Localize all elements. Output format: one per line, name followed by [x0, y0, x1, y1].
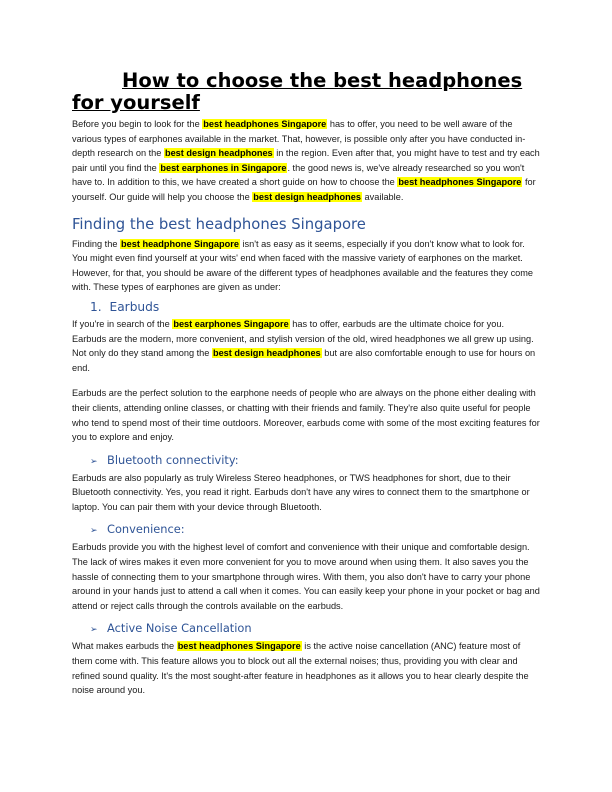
highlighted-keyword: best headphones Singapore	[203, 119, 327, 129]
earbuds-paragraph-2	[72, 386, 540, 444]
text-run: for yourself. Our guide will help you choose the	[72, 177, 536, 202]
text-run: If you're in search of the	[72, 318, 173, 329]
text-run: Earbuds are also popularly as truly Wireless Stereo headphones, or TWS headphones for short, due to their Bluetooth connectivity. Yes, you read it right. Earbuds don't have any wires to connect them to the smartphone or laptop. You can pair them with your device through Bluetooth.	[72, 472, 530, 512]
highlighted-keyword: best design headphones	[253, 191, 361, 202]
document-content	[72, 70, 540, 698]
arrow-bullet-icon: ➢	[90, 456, 98, 467]
feature-heading-anc: ➢ Active Noise Cancellation	[90, 621, 252, 636]
text-run: in the region. Even after that, you might have to test and try each pair until you find the	[72, 148, 540, 173]
earbuds-heading: 1. Earbuds	[90, 299, 160, 314]
earbuds-paragraph-1	[72, 317, 540, 375]
highlighted-keyword: best earphones in Singapore	[160, 162, 287, 173]
highlighted-keyword: best headphones Singapore	[177, 641, 301, 652]
feature-heading-bluetooth: ➢ Bluetooth connectivity:	[90, 452, 239, 467]
text-run: Before you begin to look for the	[72, 119, 203, 129]
text-run: but are also comfortable enough to use for hours on end.	[72, 348, 536, 373]
feature-paragraph-bluetooth	[72, 471, 540, 515]
arrow-bullet-icon: ➢	[90, 625, 98, 636]
highlighted-keyword: best earphones Singapore	[173, 318, 289, 329]
text-run: has to offer, earbuds are the ultimate choice for you. Earbuds are the modern, more convenient, and stylish version of the old, wired headphones we all grew up using. Not only do they stand among the	[72, 318, 534, 359]
text-run: What makes earbuds the	[72, 641, 177, 652]
section-heading: Finding the best headphones Singapore	[72, 215, 366, 233]
document-title: How to choose the best headphones for yourself	[72, 69, 523, 114]
section-paragraph	[72, 237, 540, 295]
text-run: is the active noise cancellation (ANC) feature most of them come with. This feature allows you to block out all the external noises; thus, providing you with clear and refined sound quality. It's the most sought-after feature in headphones as it allows you to hear clearly despite the noise around you.	[72, 641, 529, 696]
text-run: isn't as easy as it seems, especially if you don't know what to look for. You might even find yourself at your wits' end when faced with the massive variety of earphones on the market. However, for that, you should be aware of the different types of headphones available and the features they come with. These types of earphones are given as under:	[72, 238, 534, 293]
text-run: . the good news is, we've already researched so you won't have to. In addition to this, we have created a short guide on how to choose the	[72, 162, 525, 188]
highlighted-keyword: best design headphones	[164, 148, 273, 159]
text-run: Earbuds are the perfect solution to the earphone needs of people who are always on the phone either dealing with their clients, attending online classes, or chatting with their friends and family. They're also quite useful for people who tend to spend most of their time outdoors. Moreover, earbuds come with some of the most exciting features for you to explore and enjoy.	[72, 388, 540, 443]
feature-paragraph-anc	[72, 639, 540, 697]
highlighted-keyword: best design headphones	[212, 348, 321, 359]
text-run: Earbuds provide you with the highest level of comfort and convenience with their unique and comfortable design. The lack of wires makes it even more convenient for you to move around when using them. It also saves you the hassle of connecting them to your smartphone through wires. With them, you also don't have to carry your phone around in your hands just to attend a call when it comes. You can easily keep your phone in your pocket or bag and attend or reject calls through the controls available on the earbuds.	[72, 542, 540, 611]
intro-paragraph	[72, 117, 540, 205]
highlighted-keyword: best headphone Singapore	[121, 238, 239, 249]
text-run: has to offer, you need to be well aware of the various types of earphones available in the market. That, however, is possible only after you have conducted in-depth research on the	[72, 119, 526, 159]
highlighted-keyword: best headphones Singapore	[398, 177, 522, 188]
list-number: 1.	[90, 299, 102, 314]
text-run: Finding the	[72, 238, 121, 249]
text-run: available.	[362, 191, 404, 202]
arrow-bullet-icon: ➢	[90, 526, 98, 537]
feature-heading-convenience: ➢ Convenience:	[90, 522, 185, 537]
feature-paragraph-convenience	[72, 540, 540, 613]
